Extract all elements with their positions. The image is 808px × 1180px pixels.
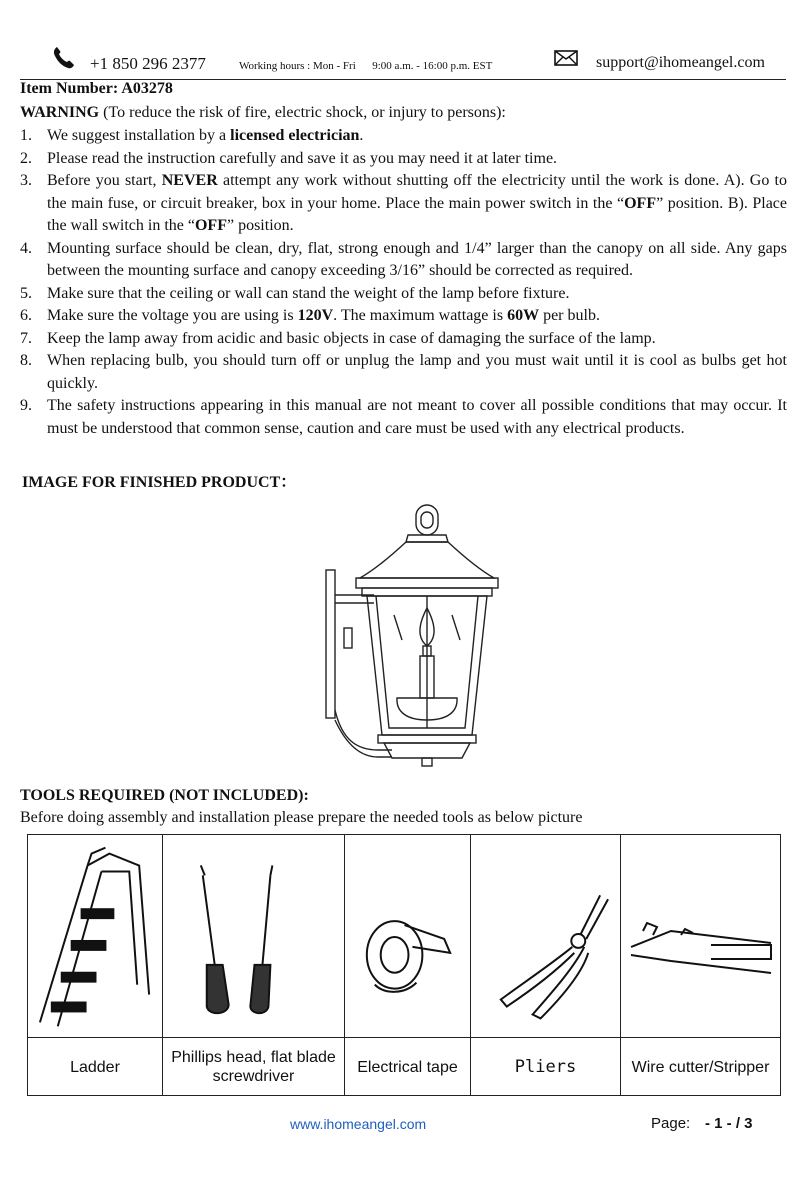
wire-stripper-icon [621,835,780,1037]
item-text: ” position. B). Place the wall switch in the “ [47,194,787,234]
item-text: . [359,127,364,144]
list-item [20,305,787,328]
item-emphasis: NEVER [161,172,218,189]
phone-icon [50,44,76,70]
support-email[interactable]: support@ihomeangel.com [596,54,765,71]
item-num: 5. [20,284,32,302]
item-emphasis: 60W [507,307,540,324]
page-header [0,0,808,82]
tool-cell-tape [345,835,471,1095]
tool-label: Phillips head, flat blade screwdriver [163,1037,344,1096]
list-item [20,328,787,351]
list-item [20,125,787,148]
item-text: Please read the instruction carefully and save it as you may need it at later time. [47,149,558,167]
item-emphasis: licensed electrician [230,127,360,144]
page-label: Page: [651,1115,691,1132]
item-num: 9. [20,397,32,414]
item-emphasis: 120V [297,307,334,324]
tools-heading: TOOLS REQUIRED (NOT INCLUDED): [20,787,309,804]
list-item [20,350,787,395]
tools-subtitle: Before doing assembly and installation please prepare the needed tools as below picture [20,809,583,826]
item-text: ” position. [226,217,294,234]
tool-label: Electrical tape [345,1037,470,1096]
list-item [20,170,787,238]
item-text: per bulb. [539,307,600,324]
item-num: 8. [20,352,32,369]
item-emphasis: OFF [624,194,657,212]
item-text: attempt any work without shutting off the electricity until the work is done. A). Go to the main fuse, or circuit breaker, box in your home. Place the main power switch in the “ [47,172,788,212]
item-emphasis: OFF [194,217,227,234]
ladder-icon [28,835,162,1037]
envelope-icon [554,50,578,66]
item-text: Before you start, [47,172,162,189]
pliers-icon [471,835,620,1037]
item-num: 3. [20,172,32,189]
list-item [20,283,787,306]
warning-list [20,125,787,440]
item-num: 7. [20,329,32,347]
tool-cell-screwdriver [163,835,345,1095]
product-image-heading: IMAGE FOR FINISHED PRODUCT： [22,474,297,491]
warning-intro [20,102,506,125]
list-item [20,238,787,283]
list-item [20,148,787,171]
tool-label: Wire cutter/Stripper [621,1037,780,1096]
screwdriver-icon [163,835,344,1037]
tool-cell-pliers [471,835,621,1095]
item-text: Make sure that the ceiling or wall can stand the weight of the lamp before fixture. [47,284,570,302]
item-text: Mounting surface should be clean, dry, flat, strong enough and 1/4” larger than the canopy on all side. Any gaps between the mounting surface and canopy exceeding 3/16” should be corrected as required. [47,239,787,279]
item-number: Item Number: A03278 [20,80,173,97]
lantern-product-image [312,500,512,772]
tool-cell-ladder [28,835,163,1095]
item-num: 6. [20,307,32,324]
page-number: - 1 - / 3 [705,1115,753,1132]
footer-url[interactable]: www.ihomeangel.com [290,1116,427,1132]
item-text: We suggest installation by a [47,127,231,144]
tools-table [27,834,781,1096]
item-text: . The maximum wattage is [333,307,508,324]
tool-cell-wire-stripper [621,835,780,1095]
item-text: When replacing bulb, you should turn off or unplug the lamp and you must wait until it is cool as bulbs get hot quickly. [47,352,787,392]
item-num: 4. [20,239,32,257]
warning-label: WARNING [20,104,100,121]
item-num: 1. [20,127,32,144]
list-item [20,395,787,440]
tool-label: Pliers [471,1037,620,1096]
working-hours: Working hours : Mon - Fri 9:00 a.m. - 16:00 p.m. EST [239,60,493,72]
item-text: Keep the lamp away from acidic and basic objects in case of damaging the surface of the lamp. [47,329,656,347]
item-text: Make sure the voltage you are using is [47,307,298,324]
warning-text: (To reduce the risk of fire, electric shock, or injury to persons): [99,104,506,121]
item-num: 2. [20,149,32,167]
tool-label: Ladder [28,1037,162,1096]
item-text: The safety instructions appearing in this manual are not meant to cover all possible conditions that may occur. It must be understood that common sense, caution and care must be used with any electrical products. [47,397,787,437]
phone-number: +1 850 296 2377 [90,54,206,73]
tape-icon [345,835,470,1037]
